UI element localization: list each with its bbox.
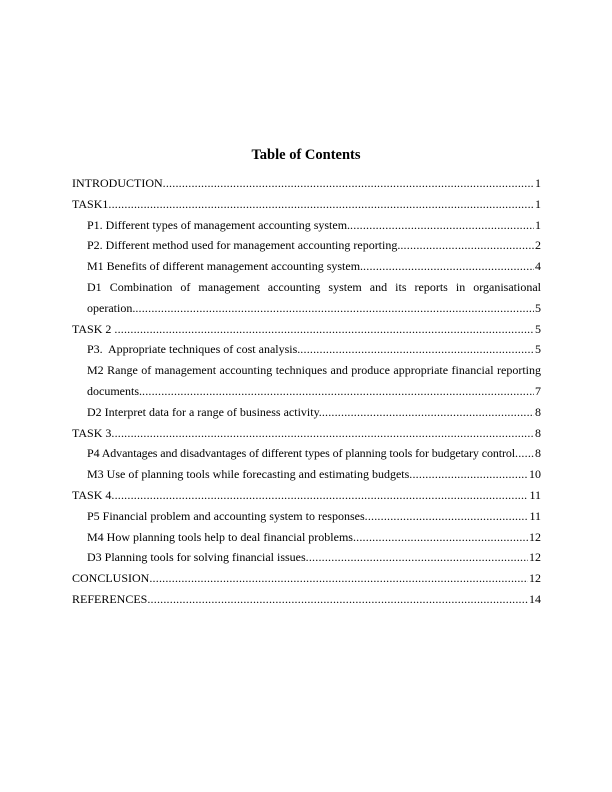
toc-entry-title: D2 Interpret data for a range of business activity. <box>87 404 322 419</box>
toc-leader-dots <box>111 423 534 444</box>
toc-entry-page: 4 <box>535 259 541 274</box>
toc-entry-p4[interactable] <box>87 443 541 464</box>
toc-entry-title: P4 Advantages and disadvantages of different types of planning tools for budgetary control <box>87 446 516 461</box>
toc-leader-dots <box>363 256 534 277</box>
toc-entry-title: M3 Use of planning tools while forecasting and estimating budgets <box>87 467 410 482</box>
toc-entry-page: 2 <box>535 238 541 253</box>
toc-entry-title: D3 Planning tools for solving financial issues <box>87 550 306 565</box>
toc-entry-page: 5 <box>535 300 541 315</box>
toc-entry-p3[interactable] <box>87 339 541 360</box>
toc-entry-introduction[interactable] <box>72 173 541 194</box>
toc-entry-title-line1: M2 Range of management accounting techniques and produce appropriate financial reporting <box>87 363 541 378</box>
toc-entry-title: M4 How planning tools help to deal financial problems <box>87 529 353 544</box>
toc-entry-d1[interactable] <box>87 277 541 319</box>
table-of-contents <box>72 173 541 610</box>
toc-entry-task1[interactable] <box>72 194 541 215</box>
toc-entry-references[interactable] <box>72 589 541 610</box>
toc-entry-title: P2. Different method used for management accounting reporting. <box>87 238 401 253</box>
toc-entry-p2[interactable] <box>87 235 541 256</box>
toc-leader-dots <box>365 506 529 527</box>
toc-entry-d2[interactable] <box>87 402 541 423</box>
toc-entry-title: REFERENCES <box>72 591 148 606</box>
toc-entry-m4[interactable] <box>87 527 541 548</box>
toc-leader-dots <box>350 215 534 236</box>
toc-entry-page: 1 <box>535 217 541 232</box>
toc-entry-p1[interactable] <box>87 215 541 236</box>
toc-leader-dots <box>149 568 528 589</box>
toc-leader-dots <box>400 235 534 256</box>
toc-leader-dots <box>135 298 534 319</box>
toc-leader-dots <box>306 547 528 568</box>
toc-leader-dots <box>353 527 528 548</box>
toc-entry-page: 8 <box>535 425 541 440</box>
toc-entry-m3[interactable] <box>87 464 541 485</box>
toc-entry-m2[interactable] <box>87 360 541 402</box>
toc-entry-page: 7 <box>535 383 541 398</box>
toc-leader-dots <box>322 402 534 423</box>
toc-entry-d3[interactable] <box>87 547 541 568</box>
toc-leader-dots <box>108 194 534 215</box>
toc-entry-task2[interactable] <box>72 319 541 340</box>
toc-entry-page: 12 <box>529 571 541 586</box>
toc-entry-page: 12 <box>529 529 541 544</box>
toc-entry-task3[interactable] <box>72 423 541 444</box>
toc-entry-page: 5 <box>535 342 541 357</box>
toc-entry-title: TASK 4 <box>72 487 112 502</box>
toc-entry-title: M1 Benefits of different management accounting system. <box>87 259 364 274</box>
toc-entry-title: TASK 2 <box>72 321 115 336</box>
toc-leader-dots <box>114 319 534 340</box>
toc-entry-page: 12 <box>529 550 541 565</box>
toc-leader-dots <box>409 464 528 485</box>
toc-entry-title: operation. <box>87 300 136 315</box>
toc-leader-dots <box>142 381 534 402</box>
toc-title: Table of Contents <box>251 147 361 163</box>
toc-entry-page: 8 <box>535 404 541 419</box>
toc-entry-page: 11 <box>529 487 541 502</box>
toc-entry-page: 14 <box>529 591 541 606</box>
toc-entry-title-line1: D1 Combination of management accounting system and its reports in organisational <box>87 279 541 294</box>
toc-leader-dots <box>147 589 528 610</box>
toc-entry-title: TASK1 <box>72 196 109 211</box>
toc-leader-dots <box>300 339 534 360</box>
toc-entry-page: 8 <box>535 446 541 461</box>
toc-entry-title: P5 Financial problem and accounting system to responses <box>87 508 365 523</box>
toc-leader-dots <box>515 443 534 464</box>
toc-entry-title: P3. Appropriate techniques of cost analysis. <box>87 342 301 357</box>
toc-entry-title: documents. <box>87 383 142 398</box>
toc-entry-conclusion[interactable] <box>72 568 541 589</box>
toc-leader-dots <box>163 173 534 194</box>
toc-entry-p5[interactable] <box>87 506 541 527</box>
toc-entry-title: CONCLUSION <box>72 571 150 586</box>
toc-entry-title: TASK 3 <box>72 425 112 440</box>
toc-entry-page: 11 <box>529 508 541 523</box>
toc-entry-page: 10 <box>529 467 541 482</box>
toc-entry-m1[interactable] <box>87 256 541 277</box>
toc-entry-title: INTRODUCTION <box>72 176 163 190</box>
toc-entry-page: 5 <box>535 321 541 336</box>
toc-leader-dots <box>111 485 528 506</box>
toc-entry-page: 1 <box>535 196 541 211</box>
toc-entry-task4[interactable] <box>72 485 541 506</box>
toc-entry-title: P1. Different types of management accounting system. <box>87 217 351 232</box>
toc-entry-page: 1 <box>535 176 541 190</box>
